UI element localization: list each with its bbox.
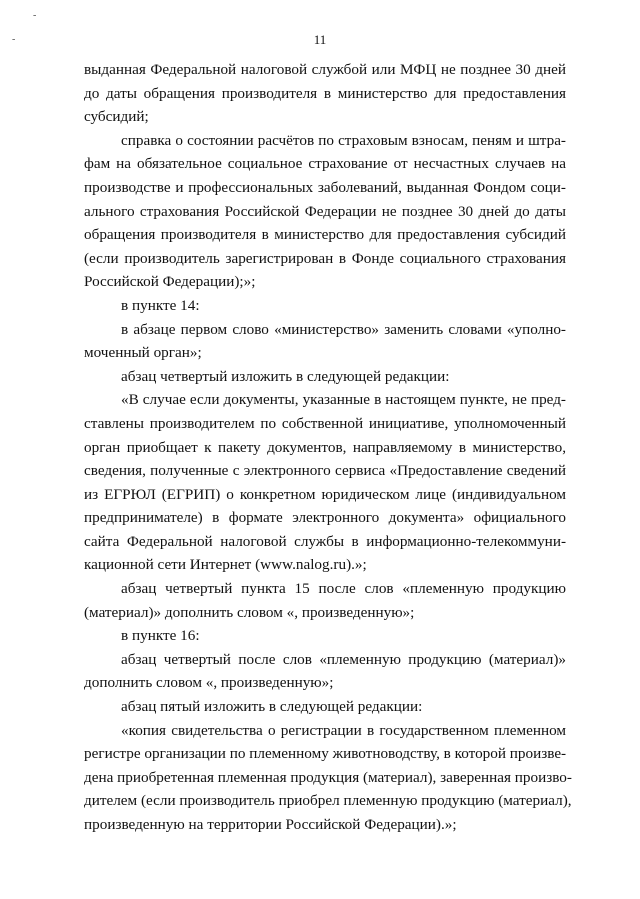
text-line: ального страхования Российской Федерации не позднее 30 дней до даты xyxy=(84,202,566,220)
text-line: предпринимателе) в формате электронного документа» официального xyxy=(84,509,566,527)
text-line: дена приобретенная племенная продукция (материал), заверенная произво- xyxy=(84,768,572,786)
text-line: сайта Федеральной налоговой службы в информационно-телекоммуни- xyxy=(84,532,566,550)
document-body xyxy=(84,58,572,837)
text-line: «копия свидетельства о регистрации в государственном племенном xyxy=(121,721,566,739)
text-line: произведенную на территории Российской Федерации).»; xyxy=(84,816,457,833)
text-line: абзац четвертый пункта 15 после слов «племенную продукцию xyxy=(121,580,566,598)
text-line: справка о состоянии расчётов по страховым взносам, пеням и штра- xyxy=(121,131,566,149)
text-line: орган приобщает к пакету документов, направляемому в министерство, xyxy=(84,438,566,456)
paragraph xyxy=(84,58,566,129)
text-line: сведения, полученные с электронного сервиса «Предоставление сведений xyxy=(84,462,566,480)
paragraph xyxy=(84,648,566,695)
paragraph xyxy=(84,388,566,577)
text-line: производстве и профессиональных заболеваний, выданная Фондом соци- xyxy=(84,178,566,196)
text-line: кационной сети Интернет (www.nalog.ru).»; xyxy=(84,556,367,574)
text-line: фам на обязательное социальное страхование от несчастных случаев на xyxy=(84,155,566,173)
paragraph xyxy=(84,365,566,389)
text-line: ставлены производителем по собственной инициативе, уполномоченный xyxy=(84,414,566,432)
paragraph xyxy=(84,577,566,624)
paragraph xyxy=(84,318,566,365)
paragraph xyxy=(84,129,566,294)
text-line: обращения производителя в министерство для предоставления субсидий xyxy=(84,226,566,244)
text-line: в пункте 14: xyxy=(121,296,200,314)
text-line: регистре организации по племенному животноводству, в которой произве- xyxy=(84,745,567,763)
text-line: абзац четвертый изложить в следующей редакции: xyxy=(121,367,450,385)
text-line: абзац четвертый после слов «племенную продукцию (материал)» xyxy=(121,650,566,668)
text-line: в абзаце первом слово «министерство» заменить словами «уполно- xyxy=(121,320,566,338)
scan-mark: - xyxy=(33,10,37,21)
text-line: субсидий; xyxy=(84,108,149,126)
text-line: (материал)» дополнить словом «, произведенную»; xyxy=(84,603,415,621)
text-line: Российской Федерации);»; xyxy=(84,273,256,291)
page-number: 11 xyxy=(313,32,327,47)
text-line: (если производитель зарегистрирован в Фонде социального страхования xyxy=(84,249,566,267)
scan-mark: - xyxy=(12,34,16,45)
text-line: моченный орган»; xyxy=(84,344,202,362)
text-line: дополнить словом «, произведенную»; xyxy=(84,674,334,692)
text-line: выданная Федеральной налоговой службой или МФЦ не позднее 30 дней xyxy=(84,61,566,78)
paragraph xyxy=(84,695,566,719)
text-line: из ЕГРЮЛ (ЕГРИП) о конкретном юридическом лице (индивидуальном xyxy=(84,485,566,503)
text-line: «В случае если документы, указанные в настоящем пункте, не пред- xyxy=(121,391,566,409)
paragraph xyxy=(84,719,572,837)
text-line: абзац пятый изложить в следующей редакции: xyxy=(121,698,423,716)
text-line: до даты обращения производителя в министерство для предоставления xyxy=(84,84,566,102)
paragraph xyxy=(84,294,566,318)
text-line: в пункте 16: xyxy=(121,627,200,645)
text-line: дителем (если производитель приобрел племенную продукцию (материал), xyxy=(84,792,572,810)
paragraph xyxy=(84,624,566,648)
